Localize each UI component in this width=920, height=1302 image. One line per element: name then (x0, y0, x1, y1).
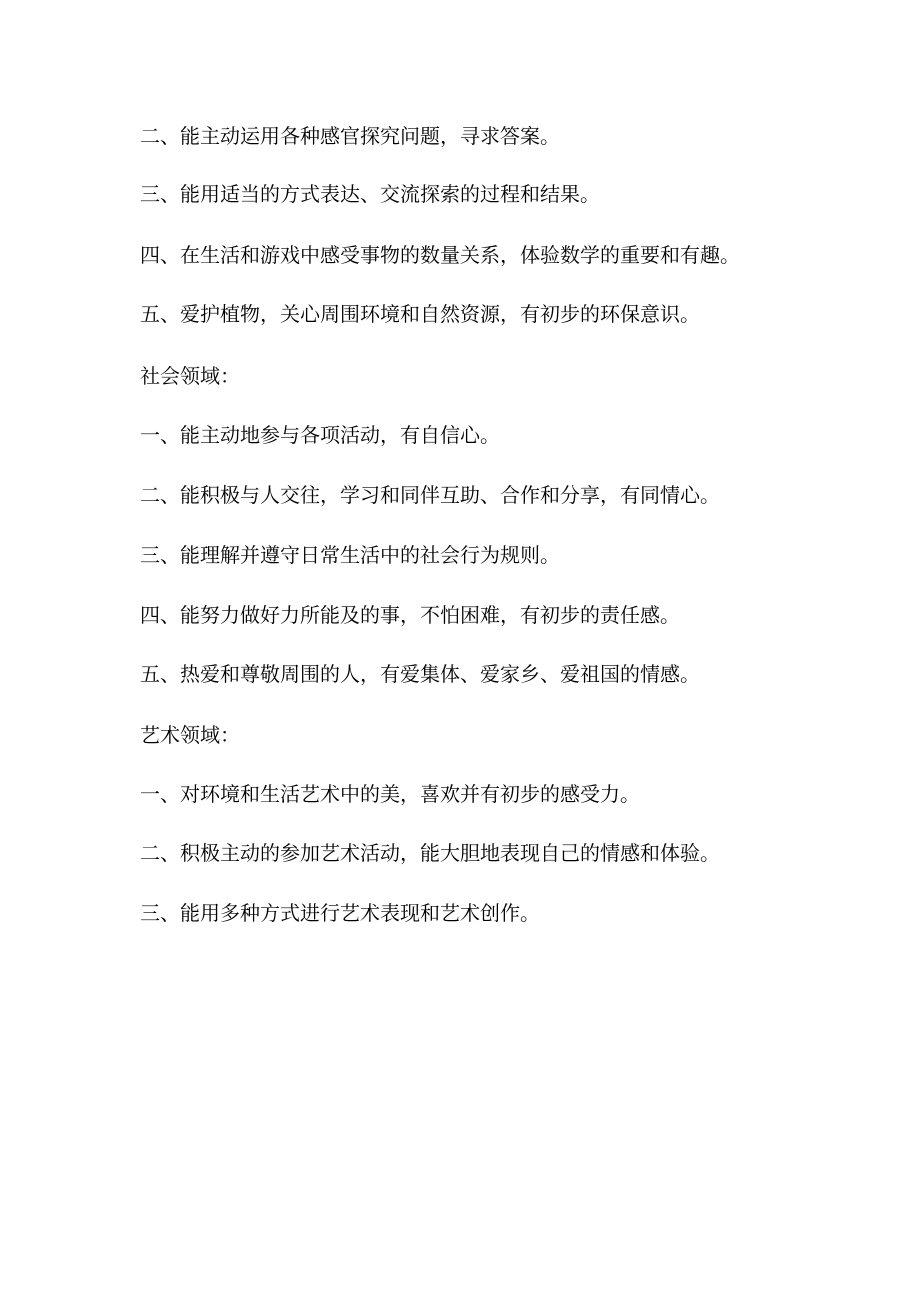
science-item-4: 四、在生活和游戏中感受事物的数量关系，体验数学的重要和有趣。 (140, 243, 740, 267)
social-item-4: 四、能努力做好力所能及的事，不怕困难，有初步的责任感。 (140, 603, 680, 627)
social-item-2: 二、能积极与人交往，学习和同伴互助、合作和分享，有同情心。 (140, 483, 720, 507)
social-item-3: 三、能理解并遵守日常生活中的社会行为规则。 (140, 543, 560, 567)
science-item-5: 五、爱护植物，关心周围环境和自然资源，有初步的环保意识。 (140, 302, 700, 326)
social-item-5: 五、热爱和尊敬周围的人，有爱集体、爱家乡、爱祖国的情感。 (140, 662, 700, 686)
social-heading: 社会领域： (140, 364, 240, 388)
art-item-3: 三、能用多种方式进行艺术表现和艺术创作。 (140, 901, 540, 925)
science-item-3: 三、能用适当的方式表达、交流探索的过程和结果。 (140, 182, 600, 206)
art-heading: 艺术领域： (140, 723, 240, 747)
art-item-2: 二、积极主动的参加艺术活动，能大胆地表现自己的情感和体验。 (140, 841, 720, 865)
science-item-2: 二、能主动运用各种感官探究问题，寻求答案。 (140, 124, 560, 148)
social-item-1: 一、能主动地参与各项活动，有自信心。 (140, 423, 500, 447)
art-item-1: 一、对环境和生活艺术中的美，喜欢并有初步的感受力。 (140, 782, 640, 806)
